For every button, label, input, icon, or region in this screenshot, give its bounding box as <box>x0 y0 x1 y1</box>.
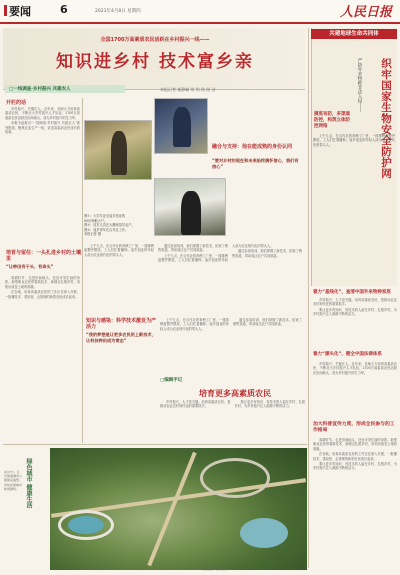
byline: 本报记者 郁静娴 常 钦 欧 阳 洁 <box>160 87 216 92</box>
paragraph: 上午九点，在合作社的育秧工厂里，一排排秧盘整齐摆放，工人们忙着播种。返乡创业的年轻人成为农业现代化的带头人。 <box>160 318 229 331</box>
sidebar-title: 共建地球生命共同体 <box>311 29 397 39</box>
sidebar-headline: 织牢国家生物安全防护网 <box>380 58 392 179</box>
paragraph: 通过参加培训，他们掌握了新技术，拓宽了销售渠道，带动周边农户共同致富。 <box>233 318 302 327</box>
paragraph: 乡村振兴，关键在人。近年来，各地大力培育高素质农民，不断壮大乡村振兴人才队伍，1700万高素质农民活跃在田间地头，成为乡村振兴的生力军。 <box>313 362 397 375</box>
right-bottom-headline: 加大科普宣传力度，形成全民参与的工作格局 <box>313 422 395 433</box>
paragraph: 在各地，培育高素质农民的工作正在深入开展，一批懂技术、善经营、会管理的新型农民成长起来。 <box>5 290 80 299</box>
paragraph: 乡村振兴，人才是关键。培育高素质农民，是推动农业农村现代化的重要抓手。 <box>313 298 397 307</box>
newspaper-logo: 人民日报 <box>339 5 392 20</box>
masthead <box>0 0 400 24</box>
headline-kicker: 全国1700万高素质农民活跃在乡村振兴一线—— <box>100 37 210 43</box>
left-column-text <box>5 107 80 197</box>
paragraph: 春耕时节，走进田间地头，处处可见忙碌的身影。新型职业农民带着新技术、新理念扎根乡村，用知识改变土地的面貌。 <box>313 438 397 451</box>
paragraph: 通过参加培训，他们掌握了新技术，拓宽了销售渠道，带动周边农户共同致富。 <box>232 249 302 258</box>
column-rule <box>308 28 309 568</box>
person-figure <box>111 131 127 175</box>
caption-line: 图②：技术人员在大棚里指导农户。 <box>84 223 135 228</box>
middle-column-subhead: 融合与支持：他在能成熟的身份认同 <box>212 144 293 150</box>
photo-farmer-in-field <box>84 120 152 180</box>
middle-column-text-2 <box>160 318 302 374</box>
sidebar-subhead-2: 着力“基线化”，查清中国外来物种家底 <box>313 290 391 295</box>
middle-subhead-2: 知识与感染：科学技术激发为产活力 <box>86 318 157 330</box>
editorial-headline: 培育更多高素质农民 <box>199 388 271 398</box>
left-column-subhead: 开栏的话 <box>6 100 27 106</box>
paragraph: 乡村振兴，关键在人。近年来，各地大力培育高素质农民，不断壮大乡村振兴人才队伍，1700万高素质农民活跃在田间地头，成为乡村振兴的生力军。 <box>5 107 80 120</box>
middle-column-text <box>84 244 302 314</box>
paragraph: 乡村振兴，人才是关键。培育高素质农民，是推动农业农村现代化的重要抓手。 <box>160 400 231 409</box>
photo-caption <box>84 214 150 237</box>
caption-line: 本报记者 摄 <box>84 232 101 237</box>
circular-walkway <box>200 458 270 498</box>
sidebar-subhead-3: 着力“源头化”，健全中国法律体系 <box>313 352 382 357</box>
section-bar <box>4 5 7 16</box>
dateline: 2021年4月8日 星期四 <box>95 9 141 14</box>
paragraph: 要让更多有知识、有技术的人留在乡村、扎根乡村，为乡村振兴注入源源不断的活力。 <box>313 307 397 317</box>
middle-pull-quote-2: “我的梦想是让更多农民用上新技术，让科技种田成为常态” <box>86 332 156 343</box>
paragraph: 上午九点，在合作社的育秧工厂里，一排排秧盘整齐摆放，工人们忙着播种。返乡创业的年轻人成为农业现代化的带头人。 <box>158 244 274 263</box>
paragraph: 上午九点，在合作社的育秧工厂里，一排排秧盘整齐摆放，工人们忙着播种。返乡创业的年轻人成为农业现代化的带头人。 <box>84 244 154 257</box>
paragraph: 在各地，培育高素质农民的工作正在深入开展，一批懂技术、善经营、会管理的新型农民成长起来。 <box>313 452 397 461</box>
middle-pull-quote: “要对乡村的现在和未来始终满怀信心，我们有信心” <box>212 158 299 169</box>
series-label: □一线调查·乡村振兴 共建农人 <box>9 87 71 92</box>
paragraph: 上午九点，在合作社的育秧工厂里，一排排秧盘整齐摆放，工人们忙着播种。返乡创业的年轻人成为农业现代化的带头人。 <box>313 134 395 147</box>
paragraph: 要让更多有知识、有技术的人留在乡村、扎根乡村，为乡村振兴注入源源不断的活力。 <box>234 400 305 409</box>
sidebar-text-2 <box>313 298 397 348</box>
aerial-photo-caption: 4月7日，江苏某地城市公园绿意盎然，市民在绿地中休闲游玩。 <box>4 470 23 491</box>
caption-line: 90后种粮大户。 <box>84 218 108 223</box>
section-label: 要闻 <box>9 5 31 18</box>
paragraph: 通过参加培训，他们掌握了新技术，拓宽了销售渠道，带动周边农户共同致富。 <box>158 244 228 253</box>
main-headline: 知识进乡村 技术富乡亲 <box>56 52 254 72</box>
left-column-text-2 <box>5 276 80 441</box>
right-bottom-text <box>313 438 397 562</box>
caption-line: 图①：大学毕业后返乡创业的 <box>84 214 126 218</box>
sidebar-subhead: 摸底布防，多渠道防控，构筑立体防控网络 <box>314 112 350 129</box>
page-number: 6 <box>60 3 68 16</box>
sidebar-kicker: 严防外来物种非法入侵—— <box>357 58 362 112</box>
pull-quote: “让种田有干头、有奔头” <box>6 264 54 269</box>
person-figure <box>181 191 201 235</box>
section-subhead: 培育与留住：一头扎进乡村的土壤里 <box>6 250 82 262</box>
series-bar <box>5 85 125 93</box>
sidebar-text <box>313 134 395 174</box>
paragraph: 要让更多有知识、有技术的人留在乡村、扎根乡村，为乡村振兴注入源源不断的活力。 <box>313 462 397 471</box>
editorial-tag: □编辑手记 <box>160 378 183 383</box>
sidebar-text-3 <box>313 362 397 418</box>
photo-young-farmer <box>154 178 226 236</box>
aerial-photo-title: 绿色城市 健康生活 <box>25 458 32 509</box>
paragraph: 本报今起推出“一线调查·乡村振兴 共建农人”系列报道，聚焦农业生产一线，讲述高素质农民成长的故事。 <box>5 121 80 135</box>
pond <box>240 518 288 548</box>
aerial-park-photo <box>50 448 307 570</box>
section-rule <box>3 444 307 445</box>
page-footer: 本版责编：张 某 某 <box>200 567 228 571</box>
caption-line: 图③：返乡青年在合作社工作。 <box>84 227 129 232</box>
person-figure <box>173 107 191 147</box>
editorial-text <box>160 400 305 444</box>
paragraph: 春耕时节，走进田间地头，处处可见忙碌的身影。新型职业农民带着新技术、新理念扎根乡村，用知识改变土地的面貌。 <box>5 276 80 289</box>
photo-technician <box>154 98 208 154</box>
column-rule <box>82 98 83 443</box>
pond <box>68 516 104 534</box>
section-tag <box>4 3 31 19</box>
park-path <box>147 452 196 567</box>
